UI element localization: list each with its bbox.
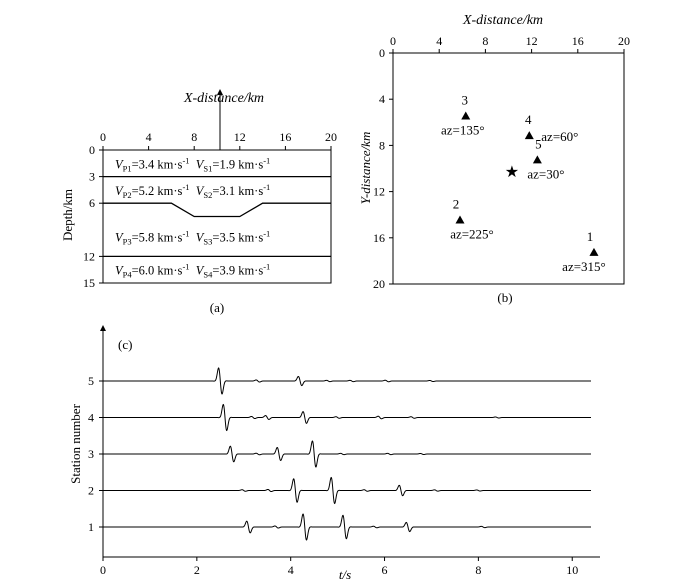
station-number-label: 4 <box>525 112 532 128</box>
panel-a <box>60 91 337 315</box>
panel-a-y-tick-label: 3 <box>89 169 95 184</box>
panel-a-velocity-part: S3 <box>203 236 213 247</box>
seismogram-trace-4 <box>103 405 591 431</box>
panel-a-velocity-part: -1 <box>263 261 271 272</box>
panel-a-velocity-part: P3 <box>122 236 132 247</box>
panel-a-y-tick-label: 12 <box>83 249 95 264</box>
panel-a-x-tick-label: 16 <box>279 130 292 144</box>
panel-b-y-tick-label: 12 <box>373 184 385 199</box>
panel-c-x-tick-label: 8 <box>475 563 482 577</box>
panel-a-velocity-part: S4 <box>203 269 213 280</box>
panel-a-x-label-text: X-distance/km <box>183 91 265 106</box>
panel-b-x-ticks <box>390 34 630 53</box>
panel-c-y-tick-label: 2 <box>88 483 94 498</box>
station-azimuth-label: az=315° <box>562 258 606 274</box>
panel-a-basin-boundary <box>103 203 331 216</box>
station-2 <box>450 196 494 241</box>
station-triangle-icon <box>455 215 464 223</box>
station-3 <box>441 93 485 138</box>
panel-b-x-axis-label: X-distance/km <box>462 13 544 28</box>
panel-a-velocity-part: V <box>115 230 123 245</box>
station-azimuth-label: az=30° <box>527 166 565 182</box>
panel-a-velocity-part: S2 <box>203 189 213 200</box>
seismogram-trace-1 <box>103 514 591 540</box>
panel-a-velocity-part: -1 <box>182 261 190 272</box>
seismogram-trace-3 <box>103 441 591 467</box>
station-triangle-icon <box>533 155 542 163</box>
panel-c <box>68 328 600 582</box>
panel-a-velocity-part: =3.5 km·s <box>212 230 264 245</box>
panel-a-y-tick-label: 6 <box>89 196 95 211</box>
station-azimuth-label: az=225° <box>450 226 494 242</box>
panel-c-caption: (c) <box>118 337 133 352</box>
panel-b-x-tick-label: 4 <box>436 34 443 48</box>
panel-a-velocity-part: -1 <box>263 155 271 166</box>
panel-a-velocity-part: P1 <box>122 163 132 174</box>
panel-b-x-tick-label: 0 <box>390 34 396 48</box>
panel-a-velocity-part: V <box>189 183 204 198</box>
panel-c-y-tick-label: 5 <box>88 374 94 388</box>
panel-a-velocity-part: P2 <box>122 189 132 200</box>
panel-c-y-axis-label: Station number <box>68 404 83 484</box>
panel-c-traces <box>103 368 591 540</box>
station-azimuth-label: az=60° <box>541 129 579 145</box>
station-number-label: 5 <box>535 136 542 152</box>
panel-a-y-tick-label: 15 <box>83 276 95 290</box>
panel-b-y-tick-label: 8 <box>379 138 385 153</box>
panel-b-y-tick-label: 20 <box>373 277 385 291</box>
seismogram-trace-2 <box>103 478 591 504</box>
station-azimuth-label: az=135° <box>440 122 485 138</box>
panel-a-velocity-part: -1 <box>182 228 190 239</box>
panel-a-x-axis-label <box>183 91 264 106</box>
panel-a-velocity-part: =5.8 km·s <box>131 230 183 245</box>
panel-a-velocity-part: =1.9 km·s <box>212 157 264 172</box>
panel-a-velocity-part: =3.1 km·s <box>212 183 264 198</box>
panel-a-velocity-part: S1 <box>203 163 213 174</box>
panel-a-velocity-part: =5.2 km·s <box>131 183 183 198</box>
station-triangle-icon <box>525 131 534 139</box>
panel-c-x-tick-label: 10 <box>566 563 579 577</box>
panel-c-x-axis-label: t/s <box>338 567 352 582</box>
panel-b-x-tick-label: 16 <box>571 34 584 48</box>
panel-c-y-tick-label: 4 <box>88 410 94 425</box>
panel-c-x-tick-label: 4 <box>287 563 294 577</box>
panel-b-stations <box>441 93 606 274</box>
panel-b-x-tick-label: 12 <box>525 34 538 48</box>
seismogram-trace-5 <box>103 368 591 394</box>
panel-a-velocity-part: P4 <box>122 269 132 280</box>
panel-a-velocity-part: -1 <box>182 181 190 192</box>
panel-a-layer-velocity-label <box>115 155 270 173</box>
panel-c-y-tick-label: 3 <box>88 447 94 461</box>
panel-a-velocity-part: V <box>115 263 123 278</box>
panel-a-velocity-part: -1 <box>182 155 190 166</box>
panel-b-y-tick-label: 0 <box>379 46 385 60</box>
panel-c-y-tick-label: 1 <box>88 520 94 534</box>
panel-b <box>358 13 630 305</box>
panel-b-x-tick-label: 8 <box>482 34 489 48</box>
panel-a-y-ticks <box>83 143 103 290</box>
panel-b-caption: (b) <box>497 290 513 305</box>
panel-a-layer-velocity-label <box>115 228 270 246</box>
panel-a-velocity-part: V <box>115 157 123 172</box>
panel-c-y-ticks <box>88 374 103 534</box>
panel-c-x-tick-label: 2 <box>193 563 200 577</box>
panel-a-layer-velocity-label <box>115 182 270 200</box>
station-number-label: 1 <box>586 228 594 244</box>
station-triangle-icon <box>461 112 470 120</box>
station-triangle-icon <box>589 248 598 256</box>
panel-a-x-tick-label: 12 <box>233 130 246 144</box>
panel-b-x-tick-label: 20 <box>618 34 630 48</box>
panel-b-y-tick-label: 4 <box>379 92 385 107</box>
panel-a-velocity-part: V <box>189 230 204 245</box>
panel-c-x-tick-label: 6 <box>381 563 388 577</box>
panel-a-x-ticks <box>100 130 337 150</box>
panel-b-y-axis-label: Y-distance/km <box>358 131 373 205</box>
panel-a-velocity-part: =3.4 km·s <box>131 157 183 172</box>
panel-a-layer-velocity-label <box>115 262 270 280</box>
panel-a-velocity-part: V <box>115 183 123 198</box>
panel-a-x-tick-label: 20 <box>325 130 337 144</box>
panel-a-x-tick-label: 0 <box>100 130 106 144</box>
panel-a-velocity-part: =3.9 km·s <box>212 263 264 278</box>
panel-b-y-ticks <box>373 46 393 291</box>
panel-a-x-tick-label: 4 <box>145 130 152 144</box>
panel-b-y-tick-label: 16 <box>373 230 385 245</box>
station-number-label: 3 <box>461 92 469 108</box>
panel-c-x-tick-label: 0 <box>100 563 106 577</box>
panel-a-caption: (a) <box>209 300 225 315</box>
panel-a-velocity-part: V <box>189 157 204 172</box>
panel-a-y-axis-label: Depth/km <box>60 189 75 241</box>
station-number-label: 2 <box>452 196 460 212</box>
source-star-icon: ★ <box>504 163 520 181</box>
panel-a-velocity-part: =6.0 km·s <box>131 263 183 278</box>
panel-a-layer-labels <box>115 155 270 279</box>
panel-a-velocity-part: -1 <box>263 181 271 192</box>
panel-a-y-tick-label: 0 <box>89 143 95 157</box>
station-1 <box>562 229 606 274</box>
panel-a-velocity-part: -1 <box>263 228 271 239</box>
panel-a-x-tick-label: 8 <box>191 130 198 144</box>
panel-a-velocity-part: V <box>189 263 204 278</box>
station-4 <box>525 112 579 144</box>
